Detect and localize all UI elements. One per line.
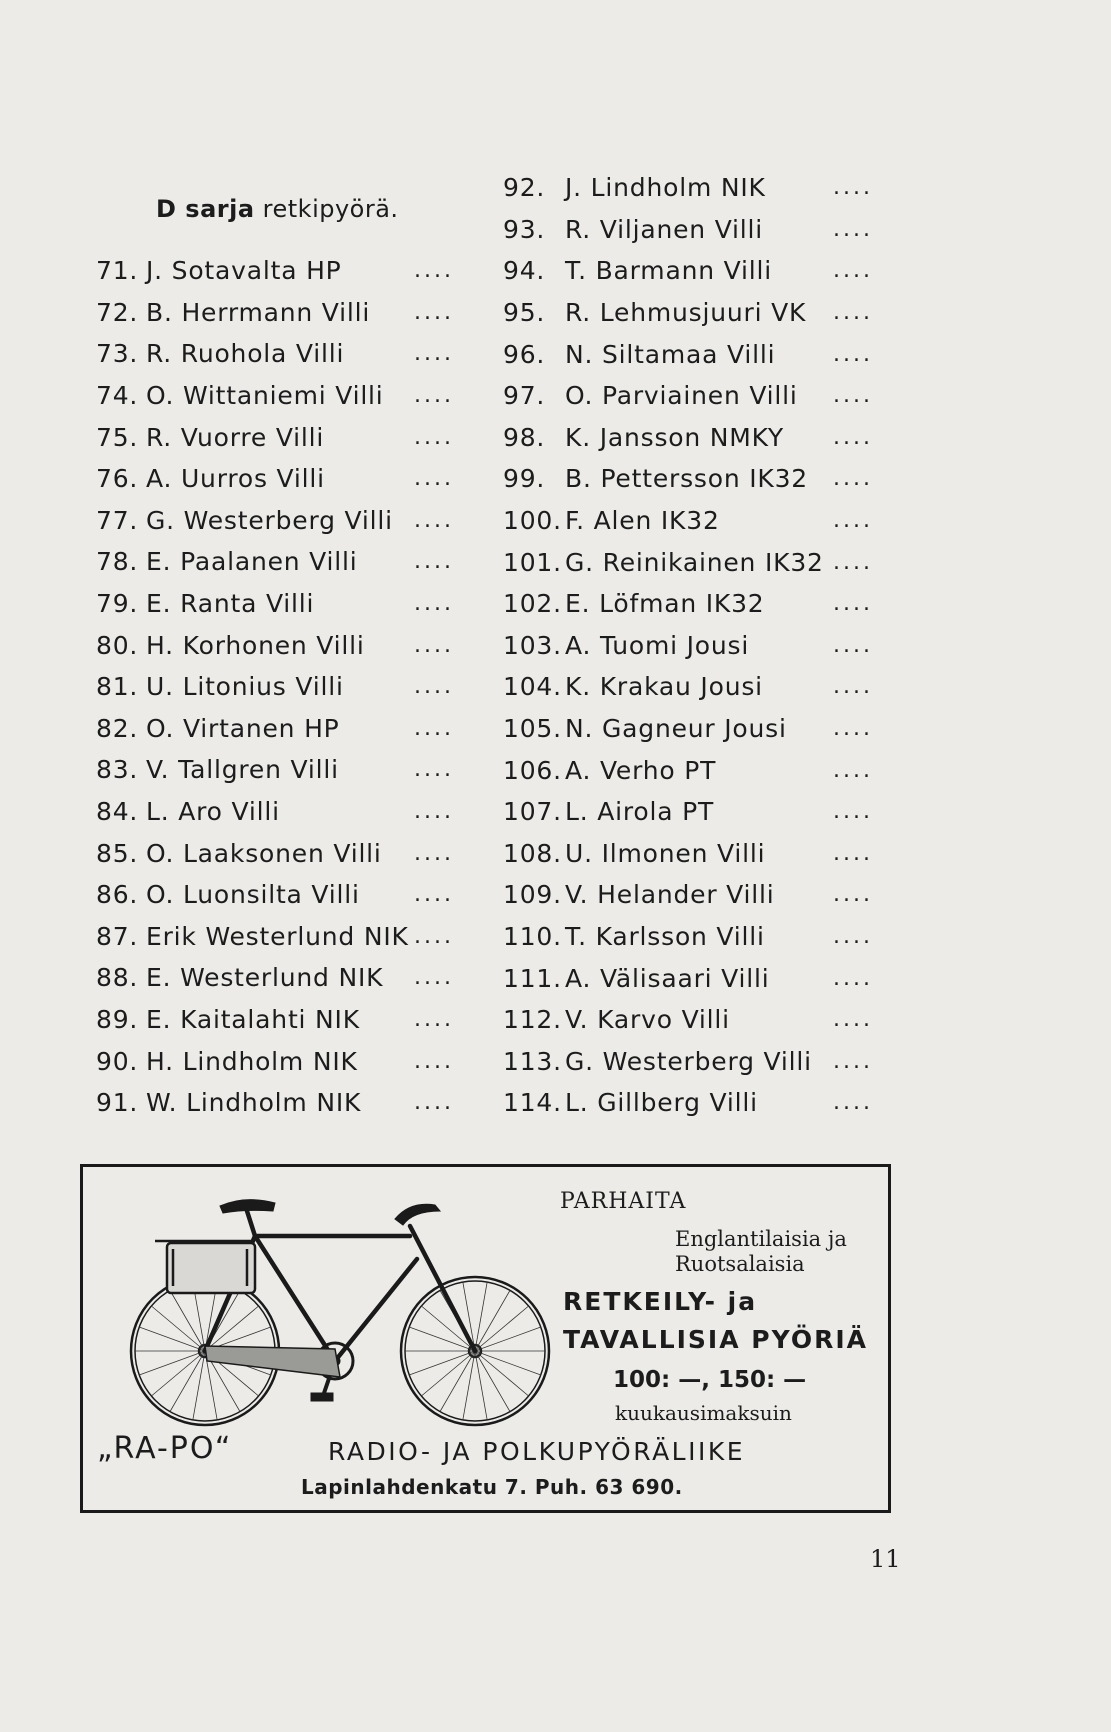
result-row xyxy=(96,708,476,750)
leader-dots: .... xyxy=(833,258,873,284)
rider-name: V. Karvo Villi xyxy=(565,1005,730,1035)
result-number: 94. xyxy=(503,256,546,286)
result-number: 81. xyxy=(96,672,139,702)
section-heading xyxy=(156,195,399,223)
leader-dots: .... xyxy=(414,1006,454,1032)
rider-name: J. Sotavalta HP xyxy=(146,256,342,286)
result-number: 97. xyxy=(503,381,546,411)
leader-dots: .... xyxy=(414,882,454,908)
result-number: 86. xyxy=(96,880,139,910)
rider-name: E. Paalanen Villi xyxy=(146,547,358,577)
rider-name: O. Luonsilta Villi xyxy=(146,880,360,910)
result-row xyxy=(503,375,898,417)
result-number: 82. xyxy=(96,713,139,743)
rider-name: T. Barmann Villi xyxy=(565,256,772,286)
result-row xyxy=(96,375,476,417)
result-number: 89. xyxy=(96,1004,139,1034)
leader-dots: .... xyxy=(833,674,873,700)
leader-dots: .... xyxy=(414,466,454,492)
result-row xyxy=(503,791,898,833)
leader-dots: .... xyxy=(833,466,873,492)
rider-name: A. Verho PT xyxy=(565,755,717,785)
rider-name: R. Viljanen Villi xyxy=(565,214,764,244)
leader-dots: .... xyxy=(414,632,454,658)
leader-dots: .... xyxy=(833,549,873,575)
result-number: 90. xyxy=(96,1046,139,1076)
ad-type-line2: TAVALLISIA PYÖRIÄ xyxy=(563,1325,868,1354)
result-number: 108. xyxy=(503,838,562,868)
result-row xyxy=(503,541,898,583)
result-row xyxy=(96,583,476,625)
result-number: 87. xyxy=(96,921,139,951)
leader-dots: .... xyxy=(414,383,454,409)
result-row xyxy=(96,541,476,583)
result-number: 71. xyxy=(96,256,139,286)
wheel-spoke xyxy=(409,1351,475,1375)
page-number: 11 xyxy=(870,1545,901,1573)
rider-name: G. Reinikainen IK32 xyxy=(565,547,824,577)
leader-dots: .... xyxy=(833,424,873,450)
result-number: 100. xyxy=(503,506,562,536)
result-number: 98. xyxy=(503,422,546,452)
result-row xyxy=(96,791,476,833)
leader-dots: .... xyxy=(833,383,873,409)
result-number: 114. xyxy=(503,1088,562,1118)
result-row xyxy=(96,333,476,375)
result-number: 79. xyxy=(96,589,139,619)
rider-name: O. Parviainen Villi xyxy=(565,381,798,411)
rider-name: H. Lindholm NIK xyxy=(146,1046,358,1076)
leader-dots: .... xyxy=(414,757,454,783)
leader-dots: .... xyxy=(414,341,454,367)
rider-name: L. Airola PT xyxy=(565,797,715,827)
leader-dots: .... xyxy=(414,923,454,949)
leader-dots: .... xyxy=(833,216,873,242)
rider-name: J. Lindholm NIK xyxy=(565,173,766,203)
rider-name: B. Pettersson IK32 xyxy=(565,464,808,494)
result-row xyxy=(96,250,476,292)
leader-dots: .... xyxy=(833,716,873,742)
result-row xyxy=(96,416,476,458)
rider-name: W. Lindholm NIK xyxy=(146,1088,362,1118)
rider-name: V. Helander Villi xyxy=(565,880,775,910)
rider-name: G. Westerberg Villi xyxy=(146,505,393,535)
result-row xyxy=(503,250,898,292)
result-row xyxy=(96,458,476,500)
rider-name: E. Ranta Villi xyxy=(146,589,315,619)
leader-dots: .... xyxy=(414,674,454,700)
result-row xyxy=(96,292,476,334)
result-row xyxy=(96,999,476,1041)
rider-name: K. Jansson NMKY xyxy=(565,422,785,452)
result-number: 96. xyxy=(503,339,546,369)
result-number: 93. xyxy=(503,214,546,244)
ad-prices: 100: —, 150: — xyxy=(613,1367,807,1393)
leader-dots: .... xyxy=(833,508,873,534)
leader-dots: .... xyxy=(414,1090,454,1116)
result-number: 83. xyxy=(96,755,139,785)
rider-name: V. Tallgren Villi xyxy=(146,755,339,785)
result-number: 75. xyxy=(96,422,139,452)
result-row xyxy=(96,874,476,916)
result-row xyxy=(503,916,898,958)
result-row xyxy=(503,708,898,750)
wheel-spoke xyxy=(475,1351,541,1375)
rider-name: A. Uurros Villi xyxy=(146,464,325,494)
result-row xyxy=(503,1082,898,1124)
leader-dots: .... xyxy=(833,757,873,783)
leader-dots: .... xyxy=(833,923,873,949)
result-row xyxy=(96,916,476,958)
leader-dots: .... xyxy=(414,799,454,825)
result-number: 91. xyxy=(96,1088,139,1118)
result-number: 80. xyxy=(96,630,139,660)
leader-dots: .... xyxy=(414,258,454,284)
rider-name: R. Lehmusjuuri VK xyxy=(565,298,807,328)
leader-dots: .... xyxy=(833,632,873,658)
result-number: 103. xyxy=(503,630,562,660)
result-number: 111. xyxy=(503,963,562,993)
rider-name: H. Korhonen Villi xyxy=(146,630,365,660)
rider-name: B. Herrmann Villi xyxy=(146,297,371,327)
rider-name: E. Westerlund NIK xyxy=(146,963,384,993)
wheel-spoke xyxy=(475,1351,529,1396)
result-row xyxy=(503,749,898,791)
result-row xyxy=(503,874,898,916)
leader-dots: .... xyxy=(833,799,873,825)
leader-dots: .... xyxy=(414,299,454,325)
wheel-spoke xyxy=(151,1306,205,1351)
rider-name: R. Ruohola Villi xyxy=(146,339,345,369)
leader-dots: .... xyxy=(414,840,454,866)
result-row xyxy=(96,666,476,708)
result-row xyxy=(503,167,898,209)
result-row xyxy=(503,583,898,625)
result-number: 92. xyxy=(503,173,546,203)
ad-monthly-note: kuukausimaksuin xyxy=(615,1401,792,1425)
result-number: 99. xyxy=(503,464,546,494)
result-number: 72. xyxy=(96,297,139,327)
rider-name: L. Aro Villi xyxy=(146,797,280,827)
result-number: 102. xyxy=(503,589,562,619)
leader-dots: .... xyxy=(833,300,873,326)
leader-dots: .... xyxy=(414,591,454,617)
ad-company-name: RADIO- JA POLKUPYÖRÄLIIKE xyxy=(328,1437,746,1466)
rider-name: F. Alen IK32 xyxy=(565,506,720,536)
heading-series: D sarja xyxy=(156,195,255,223)
result-number: 84. xyxy=(96,797,139,827)
rider-name: E. Löfman IK32 xyxy=(565,589,765,619)
leader-dots: .... xyxy=(414,1048,454,1074)
leader-dots: .... xyxy=(833,175,873,201)
rider-name: E. Kaitalahti NIK xyxy=(146,1004,360,1034)
leader-dots: .... xyxy=(414,965,454,991)
result-row xyxy=(503,500,898,542)
rider-name: U. Ilmonen Villi xyxy=(565,838,766,868)
leader-dots: .... xyxy=(833,1048,873,1074)
leader-dots: .... xyxy=(414,507,454,533)
rider-name: N. Siltamaa Villi xyxy=(565,339,776,369)
result-number: 107. xyxy=(503,797,562,827)
result-number: 112. xyxy=(503,1005,562,1035)
leader-dots: .... xyxy=(833,1007,873,1033)
result-number: 105. xyxy=(503,714,562,744)
result-row xyxy=(503,999,898,1041)
result-number: 76. xyxy=(96,464,139,494)
heading-category: retkipyörä. xyxy=(262,195,399,223)
ad-origin-line1: Englantilaisia ja xyxy=(675,1227,847,1251)
result-row xyxy=(503,292,898,334)
leader-dots: .... xyxy=(833,1090,873,1116)
leader-dots: .... xyxy=(833,965,873,991)
ad-best-label: PARHAITA xyxy=(560,1189,687,1214)
rider-name: R. Vuorre Villi xyxy=(146,422,325,452)
result-row xyxy=(96,1082,476,1124)
ad-origin-line2: Ruotsalaisia xyxy=(675,1252,805,1276)
leader-dots: .... xyxy=(833,840,873,866)
wheel-spoke xyxy=(475,1327,541,1351)
wheel-spoke xyxy=(475,1306,529,1351)
wheel-spoke xyxy=(139,1327,205,1351)
wheel-spoke xyxy=(421,1306,475,1351)
result-row xyxy=(503,209,898,251)
rider-name: A. Välisaari Villi xyxy=(565,963,770,993)
result-number: 88. xyxy=(96,963,139,993)
rider-name: N. Gagneur Jousi xyxy=(565,714,787,744)
leader-dots: .... xyxy=(414,424,454,450)
wheel-spoke xyxy=(151,1351,205,1396)
result-number: 95. xyxy=(503,298,546,328)
rider-name: Erik Westerlund NIK xyxy=(146,921,409,951)
rider-name: O. Wittaniemi Villi xyxy=(146,381,384,411)
result-row xyxy=(503,1040,898,1082)
rider-name: G. Westerberg Villi xyxy=(565,1046,812,1076)
ad-brand-name: „RA-PO“ xyxy=(97,1431,233,1466)
result-number: 85. xyxy=(96,838,139,868)
result-number: 104. xyxy=(503,672,562,702)
result-number: 106. xyxy=(503,755,562,785)
result-row xyxy=(96,957,476,999)
leader-dots: .... xyxy=(414,549,454,575)
rider-name: U. Litonius Villi xyxy=(146,672,344,702)
result-number: 109. xyxy=(503,880,562,910)
result-number: 78. xyxy=(96,547,139,577)
rider-name: K. Krakau Jousi xyxy=(565,672,763,702)
leader-dots: .... xyxy=(833,341,873,367)
result-row xyxy=(96,832,476,874)
result-row xyxy=(503,458,898,500)
result-row xyxy=(96,624,476,666)
result-row xyxy=(503,666,898,708)
result-row xyxy=(503,333,898,375)
leader-dots: .... xyxy=(833,882,873,908)
result-number: 101. xyxy=(503,547,562,577)
ad-address: Lapinlahdenkatu 7. Puh. 63 690. xyxy=(301,1475,683,1499)
rider-name: O. Virtanen HP xyxy=(146,713,340,743)
result-number: 77. xyxy=(96,505,139,535)
result-row xyxy=(503,417,898,459)
rider-name: L. Gillberg Villi xyxy=(565,1088,758,1118)
result-row xyxy=(503,625,898,667)
results-left-column xyxy=(96,250,476,1123)
result-number: 73. xyxy=(96,339,139,369)
result-row xyxy=(503,833,898,875)
wheel-spoke xyxy=(421,1351,475,1396)
result-number: 113. xyxy=(503,1046,562,1076)
ad-type-line1: RETKEILY- ja xyxy=(563,1287,758,1316)
leader-dots: .... xyxy=(414,715,454,741)
result-row xyxy=(96,1040,476,1082)
result-number: 110. xyxy=(503,921,562,951)
rider-name: A. Tuomi Jousi xyxy=(565,630,750,660)
rider-name: O. Laaksonen Villi xyxy=(146,838,382,868)
bicycle-advertisement xyxy=(80,1164,891,1513)
wheel-spoke xyxy=(139,1351,205,1375)
result-row xyxy=(503,957,898,999)
results-right-column xyxy=(503,167,898,1124)
rider-name: T. Karlsson Villi xyxy=(565,921,765,951)
result-number: 74. xyxy=(96,381,139,411)
leader-dots: .... xyxy=(833,591,873,617)
result-row xyxy=(96,749,476,791)
result-row xyxy=(96,500,476,542)
